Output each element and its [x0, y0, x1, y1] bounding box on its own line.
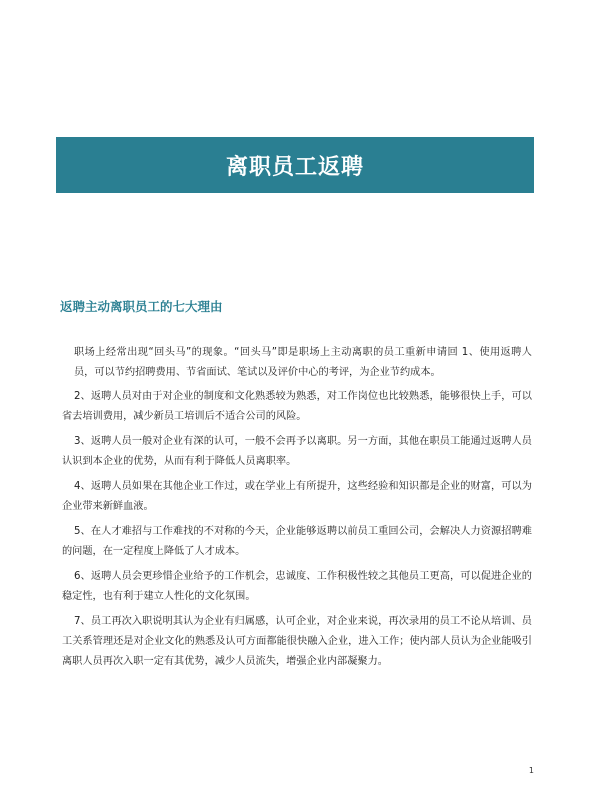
section-heading: 返聘主动离职员工的七大理由 [60, 299, 223, 314]
title-banner [56, 137, 534, 193]
page-number: 1 [528, 766, 534, 775]
page-title: 离职员工返聘 [225, 154, 364, 180]
paragraph-reason-4: 4、返聘人员如果在其他企业工作过，或在学业上有所提升，这些经验和知识都是企业的财富，可以为企业带来新鲜血液。 [62, 481, 532, 512]
paragraph-reason-5: 5、在人才难招与工作难找的不对称的今天，企业能够返聘以前员工重回公司，会解决人力资源招聘难的问题，在一定程度上降低了人才成本。 [62, 526, 532, 557]
paragraph-intro: 职场上经常出现“回头马”的现象。“回头马”即是职场上主动离职的员工重新申请回 1、使用返聘人员，可以节约招聘费用、节省面试、笔试以及评价中心的考评，为企业节约成本。 [74, 347, 532, 378]
paragraph-reason-3: 3、返聘人员一般对企业有深的认可，一般不会再予以离职。另一方面，其他在职员工能通过返聘人员认识到本企业的优势，从而有利于降低人员离职率。 [62, 436, 532, 467]
paragraph-reason-7: 7、员工再次入职说明其认为企业有归属感，认可企业，对企业来说，再次录用的员工不论从培训、员工关系管理还是对企业文化的熟悉及认可方面都能很快融入企业，进入工作；使内部人员认为企业能吸引离职人员再次入职一定有其优势，减少人员流失，增强企业内部凝聚力。 [62, 616, 532, 667]
paragraph-reason-2: 2、返聘人员对由于对企业的制度和文化熟悉较为熟悉，对工作岗位也比较熟悉，能够很快上手，可以省去培训费用，减少新员工培训后不适合公司的风险。 [62, 391, 532, 422]
paragraph-reason-6: 6、返聘人员会更珍惜企业给予的工作机会，忠诚度、工作积极性较之其他员工更高，可以促进企业的稳定性，也有利于建立人性化的文化氛围。 [62, 571, 532, 602]
document-body [62, 343, 532, 677]
